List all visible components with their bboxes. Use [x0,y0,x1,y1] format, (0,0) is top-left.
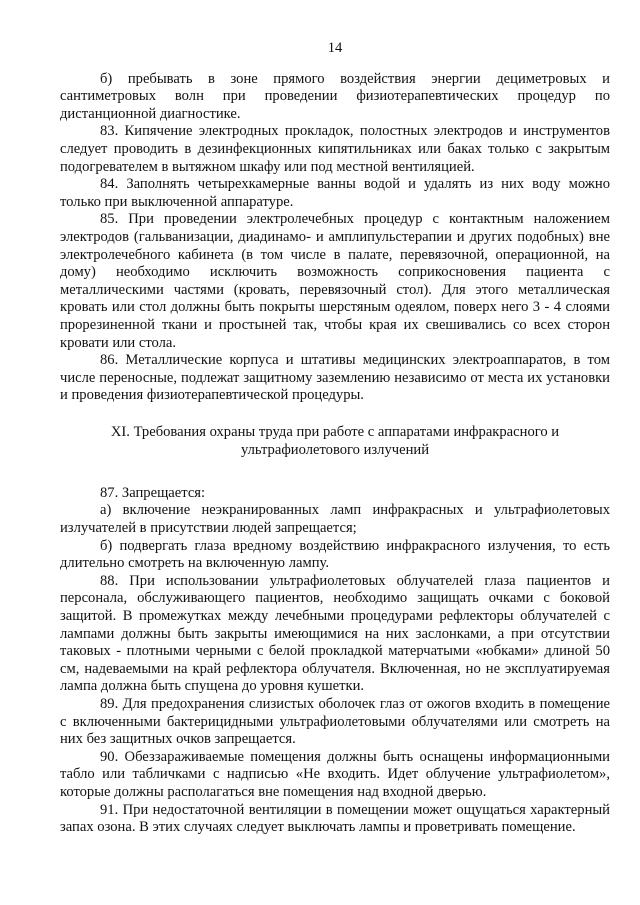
paragraph-83: 83. Кипячение электродных прокладок, полостных электродов и инструментов следует проводить в дезинфекционных кипятильниках или баках только с закрытым подогревателем в вытяжном шкафу или под местной вентиляцией. [60,123,610,175]
paragraph-b-decimeter: б) пребывать в зоне прямого воздействия энергии дециметровых и сантиметровых волн при проведении физиотерапевтических процедур по дистанционной диагностике. [60,70,610,122]
paragraph-87-b: б) подвергать глаза вредному воздействию инфракрасного излучения, то есть длительно смотреть на включенную лампу. [60,537,610,572]
paragraph-87: 87. Запрещается: [100,484,206,501]
paragraph-88: 88. При использовании ультрафиолетовых облучателей глаза пациентов и персонала, обслуживающего пациентов, необходимо защищать очками с боковой защитой. В промежутках между лечебными процедурами рефлекторы облучателей с лампами должны быть закрыты имеющимися на них заслонками, а при отсутствии таковых - плотными черными с белой прокладкой матерчатыми «юбками» длиной 50 см, надеваемыми на край рефлектора облучателя. Включенная, но не эксплуатируемая лампа должна быть спущена до уровня кушетки. [60,572,610,695]
paragraph-89: 89. Для предохранения слизистых оболочек глаз от ожогов входить в помещение с включенными бактерицидными ультрафиолетовыми облучателями или смотреть на них без защитных очков запрещается. [60,696,610,748]
section-heading-line2: ультрафиолетового излучений [240,441,430,458]
paragraph-91: 91. При недостаточной вентиляции в помещении может ощущаться характерный запах озона. В этих случаях следует выключать лампы и проветривать помещение. [60,801,610,836]
paragraph-86: 86. Металлические корпуса и штативы медицинских электроаппаратов, в том числе переносные, подлежат защитному заземлению независимо от места их установки и проведения физиотерапевтической процедуры. [60,352,610,404]
paragraph-84: 84. Заполнять четырехкамерные ванны водой и удалять из них воду можно только при выключенной аппаратуре. [60,176,610,210]
section-heading-xi [60,423,610,459]
section-heading-line1: XI. Требования охраны труда при работе с аппаратами инфракрасного и [110,423,560,440]
paragraph-85: 85. При проведении электролечебных процедур с контактным наложением электродов (гальванизации, диадинамо- и амплипульстерапии и других подобных) вне электролечебного кабинета (в том числе в палате, перевязочной, операционной, на дому) необходимо исключить возможность соприкосновения пациента с металлическими частями (кровать, перевязочный стол). Для этого металлическая кровать или стол должны быть покрыты шерстяным одеялом, поверх него 3 - 4 слоями прорезиненной ткани и простыней так, чтобы края их свешивались со всех сторон кровати или стола. [60,211,610,351]
paragraph-90: 90. Обеззараживаемые помещения должны быть оснащены информационными табло или табличками с надписью «Не входить. Идет облучение ультрафиолетом», которые должны располагаться вне помещения над входной дверью. [60,748,610,800]
page-number: 14 [327,40,343,56]
paragraph-87-a: а) включение неэкранированных ламп инфракрасных и ультрафиолетовых излучателей в присутствии людей запрещается; [60,502,610,537]
